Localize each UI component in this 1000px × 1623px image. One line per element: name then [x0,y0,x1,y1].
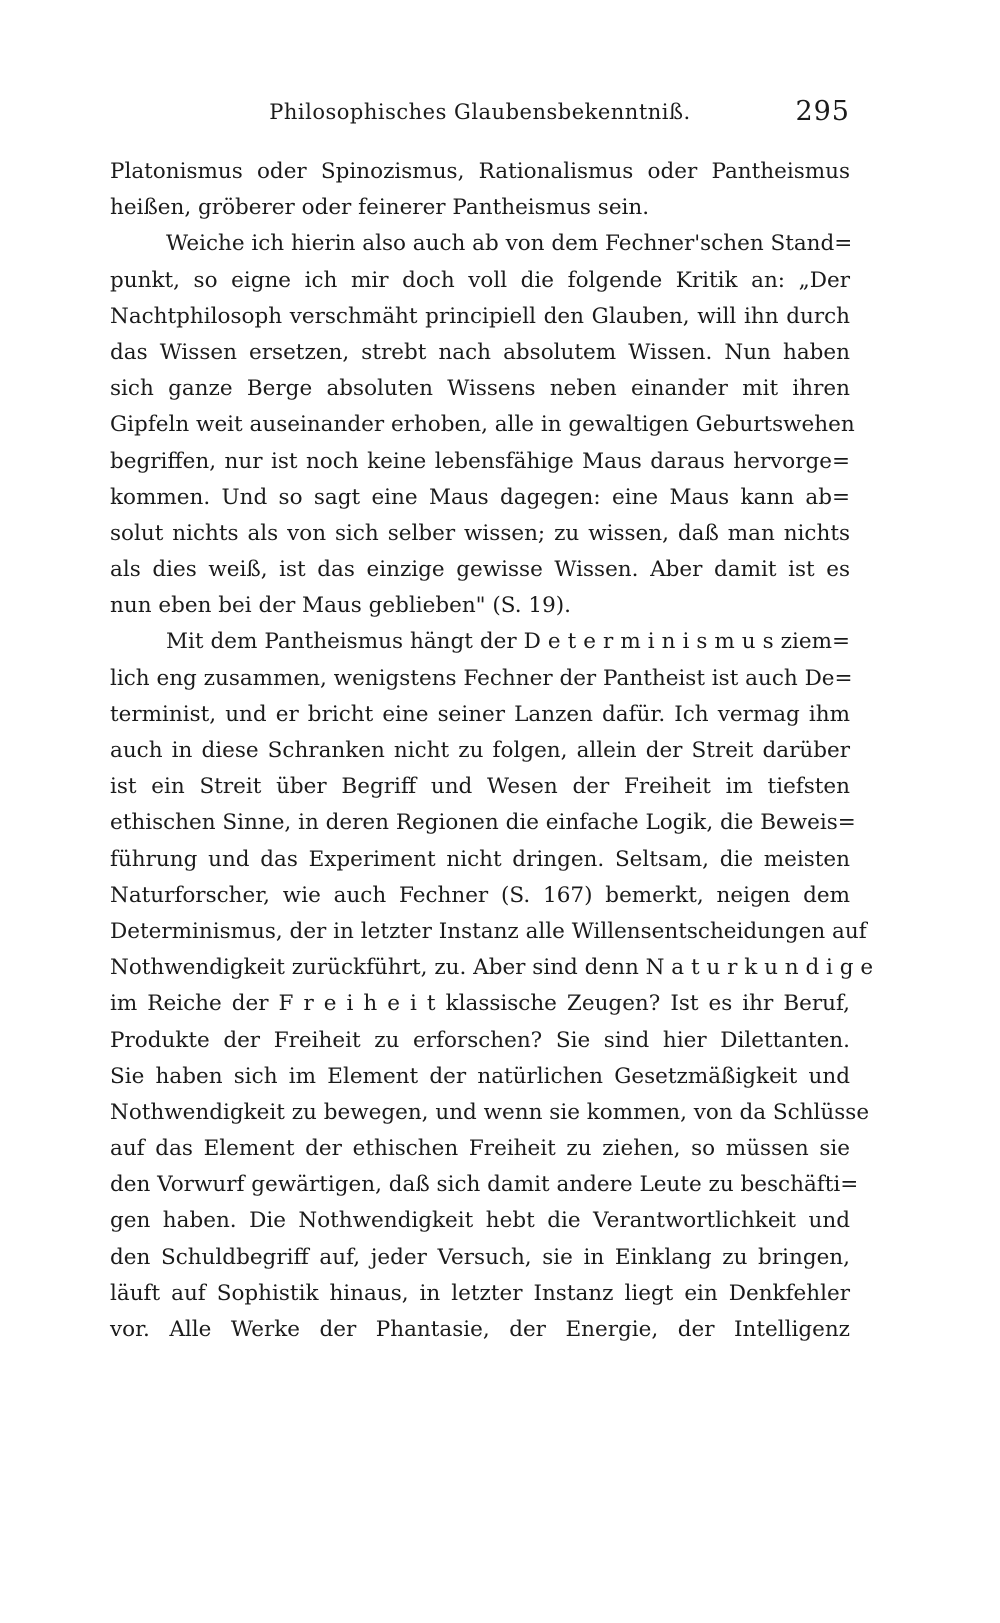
text-line: Determinismus, der in letzter Instanz alle Willensentscheidungen auf [110,918,867,944]
text-line: Produkte der Freiheit zu erforschen? Sie sind hier Dilettanten. [110,1027,850,1053]
text-line: läuft auf Sophistik hinaus, in letzter Instanz liegt ein Denkfehler [110,1280,850,1306]
text-line: Sie haben sich im Element der natürlichen Gesetzmäßigkeit und [110,1063,850,1089]
text-line: das Wissen ersetzen, strebt nach absolutem Wissen. Nun haben [110,339,850,365]
text-line: Weiche ich hierin also auch ab von dem Fechner'schen Stand= [166,231,853,257]
body-text [110,154,874,1348]
text-line: als dies weiß, ist das einzige gewisse Wissen. Aber damit ist es [110,557,850,583]
text-line: Mit dem Pantheismus hängt der D e t e r m i n i s m u s ziem= [166,629,850,655]
text-line: führung und das Experiment nicht dringen. Seltsam, die meisten [110,846,850,872]
text-line: Naturforscher, wie auch Fechner (S. 167) bemerkt, neigen dem [110,882,850,908]
text-line: kommen. Und so sagt eine Maus dagegen: eine Maus kann ab= [110,484,850,510]
text-line: gen haben. Die Nothwendigkeit hebt die Verantwortlichkeit und [110,1208,850,1234]
text-line: Nothwendigkeit zu bewegen, und wenn sie kommen, von da Schlüsse [110,1099,870,1125]
text-line: lich eng zusammen, wenigstens Fechner der Pantheist ist auch De= [110,665,853,691]
text-line: terminist, und er bricht eine seiner Lanzen dafür. Ich vermag ihm [110,701,850,727]
running-title: Philosophisches Glaubensbekenntniß. [269,100,691,124]
text-line: vor. Alle Werke der Phantasie, der Energie, der Intelligenz [110,1317,850,1342]
text-line: Nachtphilosoph verschmäht principiell den Glauben, will ihn durch [110,303,850,329]
text-line: punkt, so eigne ich mir doch voll die folgende Kritik an: „Der [110,267,850,293]
text-line: ist ein Streit über Begriff und Wesen der Freiheit im tiefsten [110,774,850,800]
text-line: solut nichts als von sich selber wissen; zu wissen, daß man nichts [110,520,850,546]
text-line: nun eben bei der Maus geblieben" (S. 19). [110,593,571,619]
text-line: im Reiche der F r e i h e i t klassische Zeugen? Ist es ihr Beruf, [110,991,850,1017]
text-line: heißen, gröberer oder feinerer Pantheismus sein. [110,195,650,221]
text-line: Gipfeln weit auseinander erhoben, alle in gewaltigen Geburtswehen [110,412,855,438]
text-line: ethischen Sinne, in deren Regionen die einfache Logik, die Beweis= [110,810,856,836]
text-line: den Vorwurf gewärtigen, daß sich damit andere Leute zu beschäfti= [110,1172,859,1198]
text-line: Nothwendigkeit zurückführt, zu. Aber sind denn N a t u r k u n d i g e [110,955,874,981]
text-line: auf das Element der ethischen Freiheit zu ziehen, so müssen sie [110,1136,850,1162]
text-line: begriffen, nur ist noch keine lebensfähige Maus daraus hervorge= [110,448,850,474]
text-line: auch in diese Schranken nicht zu folgen, allein der Streit darüber [110,738,850,763]
page-number: 295 [795,96,850,127]
text-line: Platonismus oder Spinozismus, Rationalismus oder Pantheismus [110,159,850,184]
text-line: den Schuldbegriff auf, jeder Versuch, sie in Einklang zu bringen, [110,1244,850,1270]
running-head [110,96,850,140]
text-line: sich ganze Berge absoluten Wissens neben einander mit ihren [110,376,850,402]
